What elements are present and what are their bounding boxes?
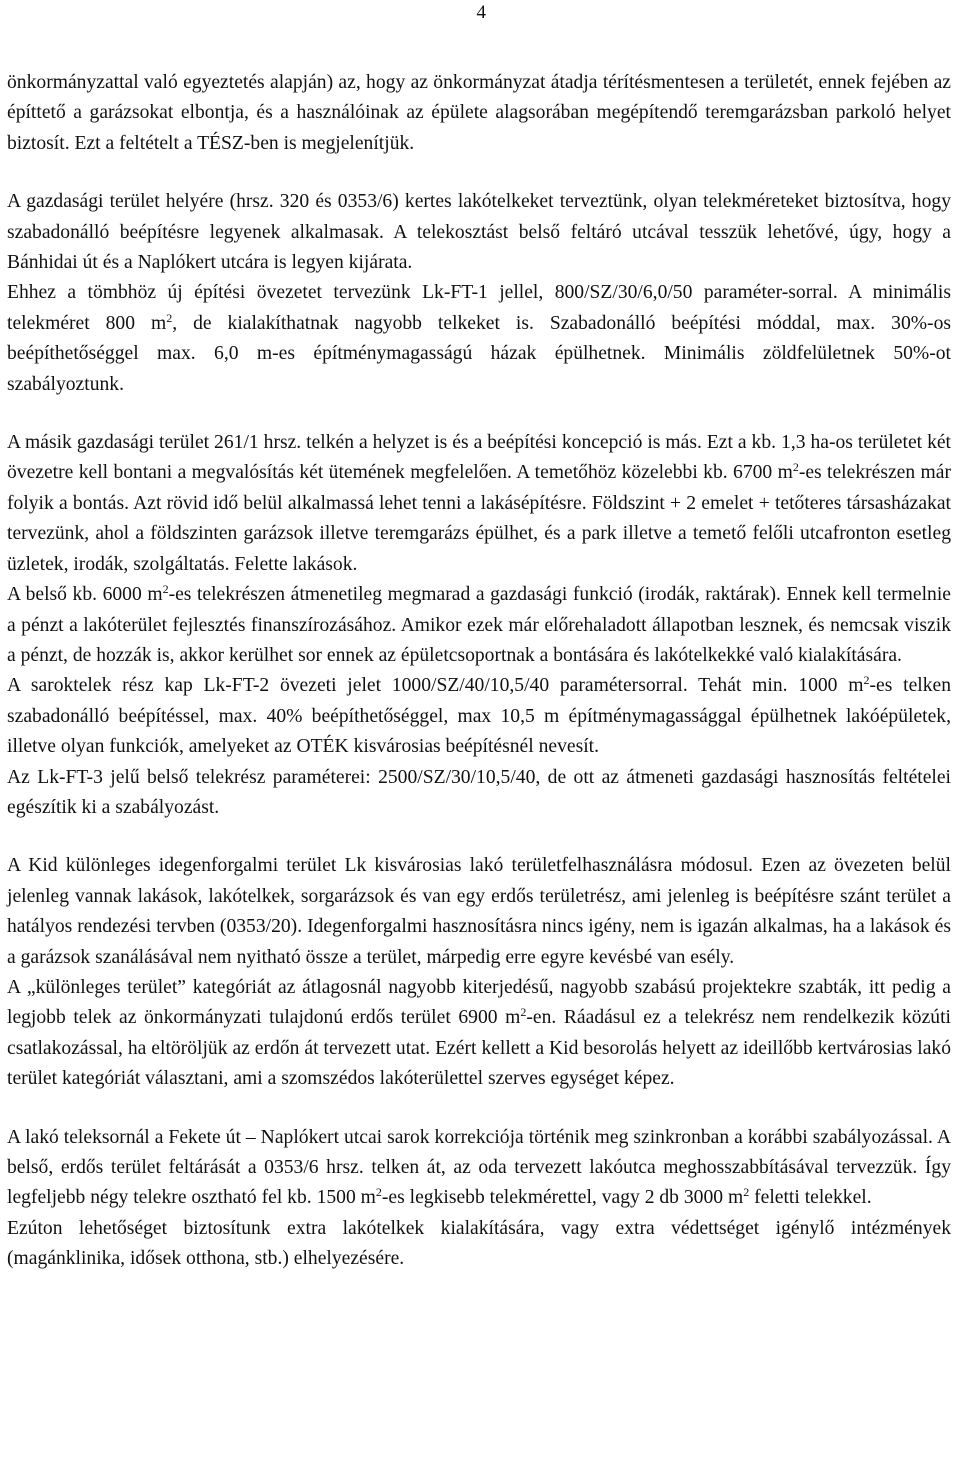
paragraph-economic-area: A gazdasági terület helyére (hrsz. 320 és 0353/6) kertes lakótelkeket terveztünk, olyan telekméreteket biztosítva, hogy szabadonálló beépítésre legyenek alkalmasak. A telekosztást belső feltáró utcával tesszük lehetővé, úgy, hogy a Bánhidai út és a Naplókert utcára is legyen kijárata. [7, 191, 951, 274]
paragraph-lk-ft-3: Az Lk-FT-3 jelű belső telekrész paraméterei: 2500/SZ/30/10,5/40, de ott az átmeneti gazdasági hasznosítás feltételei egészítik ki a szabályozást. [7, 766, 951, 818]
paragraph-extra-plots: Ezúton lehetőséget biztosítunk extra lakótelkek kialakítására, vagy extra védettséget igénylő intézmények (magánklinika, idősek otthona, stb.) elhelyezésére. [7, 1217, 951, 1270]
paragraph-lk-ft-1: Ehhez a tömbhöz új építési övezetet tervezünk Lk-FT-1 jellel, 800/SZ/30/6,0/50 paraméter-sorral. A minimális telekméret 800 $m^2$, de kialakíthatnak nagyobb telkeket is. Szabadonálló beépítési móddal, max. 30%-os beépíthetőséggel max. 6,0 m-es építménymagasságú házak épülhetnek. Minimális zöldfelületnek 50%-ot szabályoztunk. [7, 282, 952, 395]
document-body [7, 68, 951, 1275]
paragraph-special-area: A „különleges terület” kategóriát az átlagosnál nagyobb kiterjedésű, nagyobb szabású projektekre szabták, itt pedig a legjobb telek az önkormányzati tulajdonú erdős terület 6900 $m^2-en$. Ráadásul ez a telekrész nem rendelkezik közúti csatlakozással, ha eltöröljük az erdőn át tervezett utat. Ezért kellett a Kid besorolás helyett az ideillőbb kertvárosias lakó terület kategóriát választani, ami a szomszédos lakóterülettel szerves egységet képez. [7, 976, 951, 1090]
paragraph-kid-area: A Kid különleges idegenforgalmi terület Lk kisvárosias lakó területfelhasználásra módosul. Ezen az övezeten belül jelenleg vannak lakások, lakótelkek, sorgarázsok és van egy erdős területrész, ami jelenleg is beépítésre szánt terület a hatályos rendezési tervben (0353/20). Idegenforgalmi hasznosításra nincs igény, nem is igazán alkalmas, ha a lakások és a garázsok szanálásával nem nyitható össze a terület, márpedig erre egyre kevésbé van esély. [7, 855, 951, 968]
page-number: 4 [476, 2, 486, 23]
paragraph-lk-ft-2: A saroktelek rész kap Lk-FT-2 övezeti jelet 1000/SZ/40/10,5/40 paramétersorral. Tehát min. 1000 $m^2-es$ telken szabadonálló beépítéssel, max. 40% beépíthetőséggel, max 10,5 m építménymagassággal épülhetnek lakóépületek, illetve olyan funkciók, amelyeket az OTÉK kisvárosias beépítésnél nevesít. [7, 673, 951, 758]
paragraph-garage-agreement: önkormányzattal való egyeztetés alapján) az, hogy az önkormányzat átadja térítésmentesen a területét, ennek fejében az építtető a garázsokat elbontja, és a használóinak az épülete alagsorában megépítendő teremgarázsban parkoló helyet biztosít. Ezt a feltételt a TÉSZ-ben is megjelenítjük. [7, 72, 951, 154]
paragraph-residential-row: A lakó teleksornál a Fekete út – Naplókert utcai sarok korrekciója történik meg szinkronban a korábbi szabályozással. A belső, erdős terület feltárását a 0353/6 hrsz. telken át, az oda tervezett lakóutca meghosszabbításával tervezzük. Így legfeljebb négy telekre osztható fel kb. 1500 $m^2-es$ legkisebb telekmérettel, vagy 2 db 3000 $m^2$ feletti telekkel. [7, 1126, 951, 1209]
paragraph-second-economic-area: A másik gazdasági terület 261/1 hrsz. telkén a helyzet is és a beépítési koncepció is más. Ezt a kb. 1,3 ha-os területet két övezetre kell bontani a megvalósítás két ütemének megfelelően. A temetőhöz közelebbi kb. 6700 $m^2-es$ telekrészen már folyik a bontás. Azt rövid idő belül alkalmassá lehet tenni a lakásépítésre. Földszint + 2 emelet + tetőteres társasházakat tervezünk, ahol a földszinten garázsok illetve teremgarázs épülhet, és a park illetve a temető felőli utcafronton esetleg üzletek, irodák, szolgáltatás. Felette lakások. [7, 432, 951, 575]
paragraph-inner-plot: A belső kb. 6000 $m^2-es$ telekrészen átmenetileg megmarad a gazdasági funkció (irodák, raktárak). Ennek kell termelnie a pénzt a lakóterület fejlesztés finanszírozásához. Amikor ezek már előrehaladott állapotban lesznek, és nemcsak viszik a pénzt, de hozzák is, akkor kerülhet sor ennek az épületcsoportnak a bontására és lakótelkekké való kialakítására. [7, 582, 951, 666]
